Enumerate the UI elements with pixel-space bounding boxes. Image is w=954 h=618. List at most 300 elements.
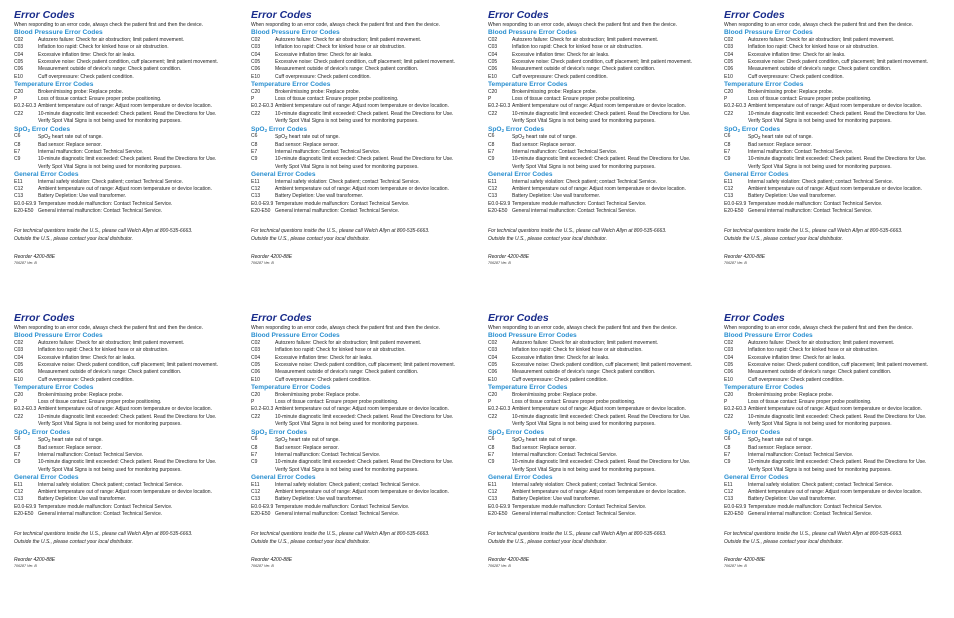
- error-row: [14, 406, 238, 413]
- error-description: Autozero failure: Check for air obstruction; limit patient movement.: [748, 36, 895, 43]
- error-row: [488, 377, 712, 384]
- error-row: [488, 511, 712, 518]
- error-row: [724, 399, 948, 406]
- error-description: Ambient temperature out of range: Adjust room temperature or device location.: [512, 406, 686, 413]
- error-row: [14, 89, 238, 96]
- error-description: Ambient temperature out of range: Adjust room temperature or device location.: [275, 185, 449, 192]
- error-code: P: [251, 96, 255, 103]
- error-row: [14, 37, 238, 44]
- error-code: C9: [488, 156, 495, 163]
- error-row-continuation: [251, 164, 475, 171]
- error-row: [251, 179, 475, 186]
- error-description: Bad sensor: Replace sensor.: [748, 141, 812, 148]
- error-code: C22: [14, 413, 24, 420]
- error-code: C20: [14, 391, 24, 398]
- error-code: E10: [251, 376, 260, 383]
- support-line-us: For technical questions inside the U.S., please call Welch Allyn at 800-535-6663.: [14, 227, 193, 234]
- error-code: C05: [724, 362, 734, 369]
- error-code: C8: [724, 444, 731, 451]
- error-row-continuation: [14, 421, 238, 428]
- error-row: [488, 496, 712, 503]
- error-row: [488, 179, 712, 186]
- error-code: E11: [14, 481, 23, 488]
- error-description: Inflation too rapid: Check for kinked hose or air obstruction.: [512, 347, 643, 354]
- error-code-card: [251, 312, 475, 612]
- error-code: C13: [251, 496, 261, 503]
- desc-text: SpO: [748, 437, 759, 444]
- section-heading-spo2: [724, 429, 948, 436]
- error-description: Excessive noise: Check patient condition, cuff placement; limit patient movement.: [38, 362, 218, 369]
- error-row: [14, 44, 238, 51]
- error-code: C05: [488, 59, 498, 66]
- error-description: Temperature module malfunction: Contact Technical Service.: [275, 503, 410, 510]
- error-description: Ambient temperature out of range: Adjust room temperature or device location.: [38, 488, 212, 495]
- error-code: C22: [724, 110, 734, 117]
- error-code: C20: [251, 391, 261, 398]
- error-row: [488, 369, 712, 376]
- error-description: Broken/missing probe: Replace probe.: [512, 391, 598, 398]
- error-code: C02: [724, 339, 734, 346]
- error-description: Cuff overpressure: Check patient condition.: [275, 376, 371, 383]
- error-row-continuation: [14, 164, 238, 171]
- error-description: [38, 436, 238, 444]
- error-row: [251, 66, 475, 73]
- error-code: C13: [724, 496, 734, 503]
- error-code: C8: [488, 141, 495, 148]
- error-code: C02: [14, 36, 24, 43]
- section-heading-blood-pressure: Blood Pressure Error Codes: [251, 332, 340, 340]
- error-description: Internal safety violation: Check patient; contact Technical Service.: [38, 481, 183, 488]
- error-description: Battery Depletion: Use wall transformer.: [512, 193, 601, 200]
- card-title: Error Codes: [724, 312, 785, 324]
- error-code: C06: [251, 66, 261, 73]
- heading-subscript: 2: [264, 127, 268, 133]
- error-row: [14, 111, 238, 118]
- error-row: [488, 208, 712, 215]
- heading-text: Error Codes: [267, 428, 308, 436]
- error-description: Loss of tissue contact: Ensure proper probe positioning.: [38, 399, 162, 406]
- error-row: [724, 111, 948, 118]
- error-description: Autozero failure: Check for air obstruction; limit patient movement.: [275, 339, 422, 346]
- error-row: [251, 452, 475, 459]
- error-code: C03: [488, 347, 498, 354]
- error-code: E20-E50: [488, 511, 508, 518]
- error-row: [488, 201, 712, 208]
- error-row: [488, 103, 712, 110]
- error-row: [14, 201, 238, 208]
- error-code: E0.0-E9.9: [724, 200, 747, 207]
- error-description: Verify Spot Vital Signs is not being used for monitoring purposes.: [275, 163, 419, 170]
- error-description: 10-minute diagnostic limit exceeded: Check patient. Read the Directions for Use.: [512, 110, 691, 117]
- error-description: Internal safety violation: Check patient; contact Technical Service.: [748, 481, 893, 488]
- error-description: Autozero failure: Check for air obstruction; limit patient movement.: [275, 36, 422, 43]
- error-row: [724, 369, 948, 376]
- version-number: 706287 Ver. B: [251, 260, 274, 265]
- error-description: Excessive inflation time: Check for air leaks.: [38, 354, 136, 361]
- error-code: C02: [14, 339, 24, 346]
- error-row: [724, 362, 948, 369]
- error-description: Battery Depletion: Use wall transformer.: [275, 193, 364, 200]
- support-line-outside: Outside the U.S., please contact your local distributor.: [488, 538, 608, 545]
- error-description: Temperature module malfunction: Contact Technical Service.: [512, 200, 647, 207]
- error-code: E11: [251, 481, 260, 488]
- section-heading-temperature: Temperature Error Codes: [14, 81, 94, 89]
- error-code: E0.0-E9.9: [724, 503, 747, 510]
- error-code: C04: [724, 354, 734, 361]
- error-code: C9: [251, 459, 258, 466]
- error-description: Ambient temperature out of range: Adjust room temperature or device location.: [512, 103, 686, 110]
- heading-subscript: 2: [27, 127, 31, 133]
- intro-text: When responding to an error code, always check the patient first and then the device.: [724, 325, 913, 331]
- error-row: [724, 511, 948, 518]
- error-row: [724, 103, 948, 110]
- error-code: E0.0-E9.9: [488, 503, 511, 510]
- error-row: [14, 399, 238, 406]
- error-description: Excessive noise: Check patient condition, cuff placement; limit patient movement.: [748, 59, 928, 66]
- section-heading-blood-pressure: Blood Pressure Error Codes: [251, 29, 340, 37]
- error-row: [14, 445, 238, 452]
- error-description: Inflation too rapid: Check for kinked hose or air obstruction.: [512, 44, 643, 51]
- error-row: [724, 445, 948, 452]
- error-row-continuation: [14, 118, 238, 125]
- section-heading-temperature: Temperature Error Codes: [251, 81, 331, 89]
- error-code: E0.2-E0.3: [251, 406, 274, 413]
- error-row: [14, 74, 238, 81]
- error-code: C9: [251, 156, 258, 163]
- error-row: [724, 149, 948, 156]
- error-description: Verify Spot Vital Signs is not being used for monitoring purposes.: [275, 421, 419, 428]
- error-code: P: [724, 96, 728, 103]
- version-number: 706287 Ver. B: [724, 260, 747, 265]
- error-code-card: [488, 9, 712, 309]
- error-row: [14, 436, 238, 444]
- error-code: C6: [488, 133, 495, 140]
- error-description: Ambient temperature out of range: Adjust room temperature or device location.: [512, 185, 686, 192]
- error-code: C6: [488, 436, 495, 443]
- error-description: Ambient temperature out of range: Adjust room temperature or device location.: [275, 103, 449, 110]
- error-description: Excessive noise: Check patient condition, cuff placement; limit patient movement.: [275, 362, 455, 369]
- error-description: 10-minute diagnostic limit exceeded: Check patient. Read the Directions for Use.: [38, 459, 217, 466]
- error-row: [724, 44, 948, 51]
- error-row: [251, 208, 475, 215]
- error-code: E11: [14, 178, 23, 185]
- error-code: E11: [251, 178, 260, 185]
- error-row: [724, 377, 948, 384]
- error-description: 10-minute diagnostic limit exceeded: Check patient. Read the Directions for Use.: [275, 459, 454, 466]
- heading-text: SpO: [251, 428, 265, 436]
- error-code-card: [14, 312, 238, 612]
- error-row: [251, 445, 475, 452]
- error-description: Loss of tissue contact: Ensure proper probe positioning.: [748, 96, 872, 103]
- error-row: [724, 89, 948, 96]
- desc-text: SpO: [748, 134, 759, 141]
- error-description: Loss of tissue contact: Ensure proper probe positioning.: [275, 96, 399, 103]
- support-contact: [488, 227, 712, 243]
- error-description: Ambient temperature out of range: Adjust room temperature or device location.: [512, 488, 686, 495]
- error-code: C6: [251, 436, 258, 443]
- error-description: Temperature module malfunction: Contact Technical Service.: [748, 503, 883, 510]
- error-description: Bad sensor: Replace sensor.: [748, 444, 812, 451]
- error-code: P: [14, 96, 18, 103]
- error-description: Battery Depletion: Use wall transformer.: [38, 193, 127, 200]
- desc-text: heart rate out of range.: [524, 134, 577, 141]
- error-row: [14, 482, 238, 489]
- error-description: Verify Spot Vital Signs is not being used for monitoring purposes.: [748, 163, 892, 170]
- error-row: [14, 392, 238, 399]
- version-number: 706287 Ver. B: [488, 563, 511, 568]
- error-description: Loss of tissue contact: Ensure proper probe positioning.: [512, 96, 636, 103]
- section-heading-general: General Error Codes: [251, 474, 316, 482]
- error-code: E10: [488, 73, 497, 80]
- error-row: [488, 142, 712, 149]
- error-row: [251, 96, 475, 103]
- error-description: Excessive noise: Check patient condition, cuff placement; limit patient movement.: [38, 59, 218, 66]
- error-description: Ambient temperature out of range: Adjust room temperature or device location.: [748, 488, 922, 495]
- error-description: Internal safety violation: Check patient; contact Technical Service.: [512, 481, 657, 488]
- error-description: Cuff overpressure: Check patient condition.: [38, 376, 134, 383]
- error-description: Battery Depletion: Use wall transformer.: [38, 496, 127, 503]
- error-code: E20-E50: [724, 208, 744, 215]
- error-row: [14, 511, 238, 518]
- desc-text: SpO: [38, 437, 49, 444]
- error-description: Temperature module malfunction: Contact Technical Service.: [38, 503, 173, 510]
- error-row: [724, 414, 948, 421]
- error-code: E7: [251, 148, 258, 155]
- error-code: C04: [251, 354, 261, 361]
- support-contact: [724, 227, 948, 243]
- error-description: Internal malfunction: Contact Technical Service.: [512, 451, 618, 458]
- error-row: [251, 489, 475, 496]
- error-description: Inflation too rapid: Check for kinked hose or air obstruction.: [38, 44, 169, 51]
- error-description: General internal malfunction: Contact Technical Service.: [512, 511, 637, 518]
- support-line-outside: Outside the U.S., please contact your local distributor.: [251, 235, 371, 242]
- support-contact: [14, 530, 238, 546]
- error-row: [14, 156, 238, 163]
- error-code: C20: [724, 391, 734, 398]
- error-code: E20-E50: [14, 208, 34, 215]
- error-row: [724, 347, 948, 354]
- error-description: Cuff overpressure: Check patient condition.: [512, 73, 608, 80]
- error-description: Internal malfunction: Contact Technical Service.: [38, 451, 144, 458]
- error-code: C12: [488, 185, 498, 192]
- desc-text: heart rate out of range.: [760, 437, 813, 444]
- error-description: Verify Spot Vital Signs is not being used for monitoring purposes.: [38, 163, 182, 170]
- error-code: E7: [14, 451, 21, 458]
- error-code: E11: [724, 481, 733, 488]
- error-code: C22: [488, 413, 498, 420]
- error-description: Ambient temperature out of range: Adjust room temperature or device location.: [38, 406, 212, 413]
- error-row: [488, 111, 712, 118]
- error-code: C05: [14, 59, 24, 66]
- error-code: E7: [488, 451, 495, 458]
- error-description: Internal safety violation: Check patient; contact Technical Service.: [748, 178, 893, 185]
- error-row: [14, 347, 238, 354]
- error-code: C9: [14, 156, 21, 163]
- error-row: [251, 111, 475, 118]
- section-heading-general: General Error Codes: [724, 171, 789, 179]
- error-row: [14, 66, 238, 73]
- section-heading-general: General Error Codes: [14, 474, 79, 482]
- error-description: Measurement outside of device's range: Check patient condition.: [275, 66, 419, 73]
- error-row: [251, 399, 475, 406]
- error-code: E10: [724, 376, 733, 383]
- error-description: Measurement outside of device's range: Check patient condition.: [38, 66, 182, 73]
- error-description: 10-minute diagnostic limit exceeded: Check patient. Read the Directions for Use.: [512, 156, 691, 163]
- error-code: E0.2-E0.3: [488, 103, 511, 110]
- error-description: Ambient temperature out of range: Adjust room temperature or device location.: [38, 103, 212, 110]
- error-description: Measurement outside of device's range: Check patient condition.: [748, 66, 892, 73]
- error-description: 10-minute diagnostic limit exceeded: Check patient. Read the Directions for Use.: [38, 413, 217, 420]
- error-row: [251, 355, 475, 362]
- error-row: [488, 149, 712, 156]
- support-line-outside: Outside the U.S., please contact your local distributor.: [724, 538, 844, 545]
- error-row: [488, 156, 712, 163]
- error-code: C06: [14, 369, 24, 376]
- desc-subscript: 2: [48, 135, 51, 141]
- error-code: C06: [251, 369, 261, 376]
- error-row: [251, 44, 475, 51]
- error-description: Broken/missing probe: Replace probe.: [748, 88, 834, 95]
- error-row: [251, 392, 475, 399]
- error-description: Bad sensor: Replace sensor.: [38, 444, 102, 451]
- desc-text: SpO: [38, 134, 49, 141]
- error-description: General internal malfunction: Contact Technical Service.: [275, 511, 400, 518]
- error-description: [748, 133, 948, 141]
- error-description: Bad sensor: Replace sensor.: [512, 141, 576, 148]
- error-description: Battery Depletion: Use wall transformer.: [275, 496, 364, 503]
- error-description: Excessive inflation time: Check for air leaks.: [275, 51, 373, 58]
- error-row: [724, 436, 948, 444]
- error-row: [14, 489, 238, 496]
- error-description: Autozero failure: Check for air obstruction; limit patient movement.: [38, 36, 185, 43]
- error-code: C02: [488, 36, 498, 43]
- error-code: C8: [251, 444, 258, 451]
- error-row: [14, 142, 238, 149]
- error-description: Internal malfunction: Contact Technical Service.: [275, 148, 381, 155]
- reorder-number: Reorder 4200-88E: [251, 556, 293, 563]
- error-code: C03: [251, 44, 261, 51]
- error-row: [14, 369, 238, 376]
- error-row: [14, 149, 238, 156]
- error-description: Ambient temperature out of range: Adjust room temperature or device location.: [748, 406, 922, 413]
- error-description: Inflation too rapid: Check for kinked hose or air obstruction.: [38, 347, 169, 354]
- error-row: [724, 208, 948, 215]
- error-description: 10-minute diagnostic limit exceeded: Check patient. Read the Directions for Use.: [748, 413, 927, 420]
- error-code: C20: [488, 88, 498, 95]
- card-title: Error Codes: [251, 312, 312, 324]
- heading-text: SpO: [488, 428, 502, 436]
- error-row: [488, 392, 712, 399]
- error-code: E7: [488, 148, 495, 155]
- error-description: Ambient temperature out of range: Adjust room temperature or device location.: [275, 406, 449, 413]
- support-contact: [724, 530, 948, 546]
- error-row-continuation: [724, 421, 948, 428]
- error-description: General internal malfunction: Contact Technical Service.: [38, 208, 163, 215]
- section-heading-spo2: [724, 126, 948, 133]
- error-row: [14, 362, 238, 369]
- error-row-continuation: [14, 467, 238, 474]
- heading-text: SpO: [724, 125, 738, 133]
- heading-subscript: 2: [501, 430, 505, 436]
- error-code: E7: [724, 451, 731, 458]
- error-description: Inflation too rapid: Check for kinked hose or air obstruction.: [275, 44, 406, 51]
- error-row: [724, 489, 948, 496]
- error-code: E0.2-E0.3: [724, 103, 747, 110]
- error-code: E11: [488, 481, 497, 488]
- error-description: Battery Depletion: Use wall transformer.: [748, 193, 837, 200]
- error-description: Verify Spot Vital Signs is not being used for monitoring purposes.: [748, 118, 892, 125]
- error-row: [488, 133, 712, 141]
- error-description: Battery Depletion: Use wall transformer.: [512, 496, 601, 503]
- error-code-card: [251, 9, 475, 309]
- error-row: [488, 355, 712, 362]
- error-code: C22: [14, 110, 24, 117]
- support-line-outside: Outside the U.S., please contact your local distributor.: [488, 235, 608, 242]
- error-code: C06: [724, 66, 734, 73]
- error-code: E7: [724, 148, 731, 155]
- section-heading-blood-pressure: Blood Pressure Error Codes: [488, 332, 577, 340]
- error-row-continuation: [724, 118, 948, 125]
- error-code: C12: [724, 185, 734, 192]
- error-row-continuation: [488, 118, 712, 125]
- error-code: C13: [14, 496, 24, 503]
- error-description: Autozero failure: Check for air obstruction; limit patient movement.: [748, 339, 895, 346]
- error-code: C03: [251, 347, 261, 354]
- error-description: Verify Spot Vital Signs is not being used for monitoring purposes.: [748, 421, 892, 428]
- error-description: Excessive inflation time: Check for air leaks.: [38, 51, 136, 58]
- error-code: E20-E50: [14, 511, 34, 518]
- support-line-outside: Outside the U.S., please contact your local distributor.: [14, 538, 134, 545]
- error-row: [724, 37, 948, 44]
- error-row-continuation: [251, 118, 475, 125]
- error-code: C9: [724, 459, 731, 466]
- error-description: 10-minute diagnostic limit exceeded: Check patient. Read the Directions for Use.: [512, 413, 691, 420]
- error-row-continuation: [488, 421, 712, 428]
- error-row: [251, 436, 475, 444]
- desc-text: heart rate out of range.: [50, 437, 103, 444]
- error-row: [14, 52, 238, 59]
- error-code: C22: [251, 110, 261, 117]
- error-row: [724, 392, 948, 399]
- error-row: [724, 96, 948, 103]
- error-description: Cuff overpressure: Check patient condition.: [512, 376, 608, 383]
- error-row: [488, 414, 712, 421]
- error-row: [488, 340, 712, 347]
- error-description: Autozero failure: Check for air obstruction; limit patient movement.: [38, 339, 185, 346]
- error-code: E0.0-E9.9: [251, 503, 274, 510]
- error-description: Measurement outside of device's range: Check patient condition.: [275, 369, 419, 376]
- section-heading-blood-pressure: Blood Pressure Error Codes: [14, 332, 103, 340]
- support-line-outside: Outside the U.S., please contact your local distributor.: [251, 538, 371, 545]
- error-description: 10-minute diagnostic limit exceeded: Check patient. Read the Directions for Use.: [748, 156, 927, 163]
- section-heading-blood-pressure: Blood Pressure Error Codes: [724, 332, 813, 340]
- error-code-card: [488, 312, 712, 612]
- error-code: E7: [14, 148, 21, 155]
- error-row: [724, 179, 948, 186]
- error-description: Ambient temperature out of range: Adjust room temperature or device location.: [275, 488, 449, 495]
- error-code: C12: [724, 488, 734, 495]
- error-description: Internal safety violation: Check patient; contact Technical Service.: [512, 178, 657, 185]
- section-heading-spo2: [251, 429, 475, 436]
- error-row: [14, 340, 238, 347]
- desc-text: SpO: [275, 134, 286, 141]
- error-row: [488, 452, 712, 459]
- desc-subscript: 2: [285, 438, 288, 444]
- heading-subscript: 2: [737, 430, 741, 436]
- error-code: C04: [724, 51, 734, 58]
- error-code: C03: [14, 347, 24, 354]
- desc-text: SpO: [512, 134, 523, 141]
